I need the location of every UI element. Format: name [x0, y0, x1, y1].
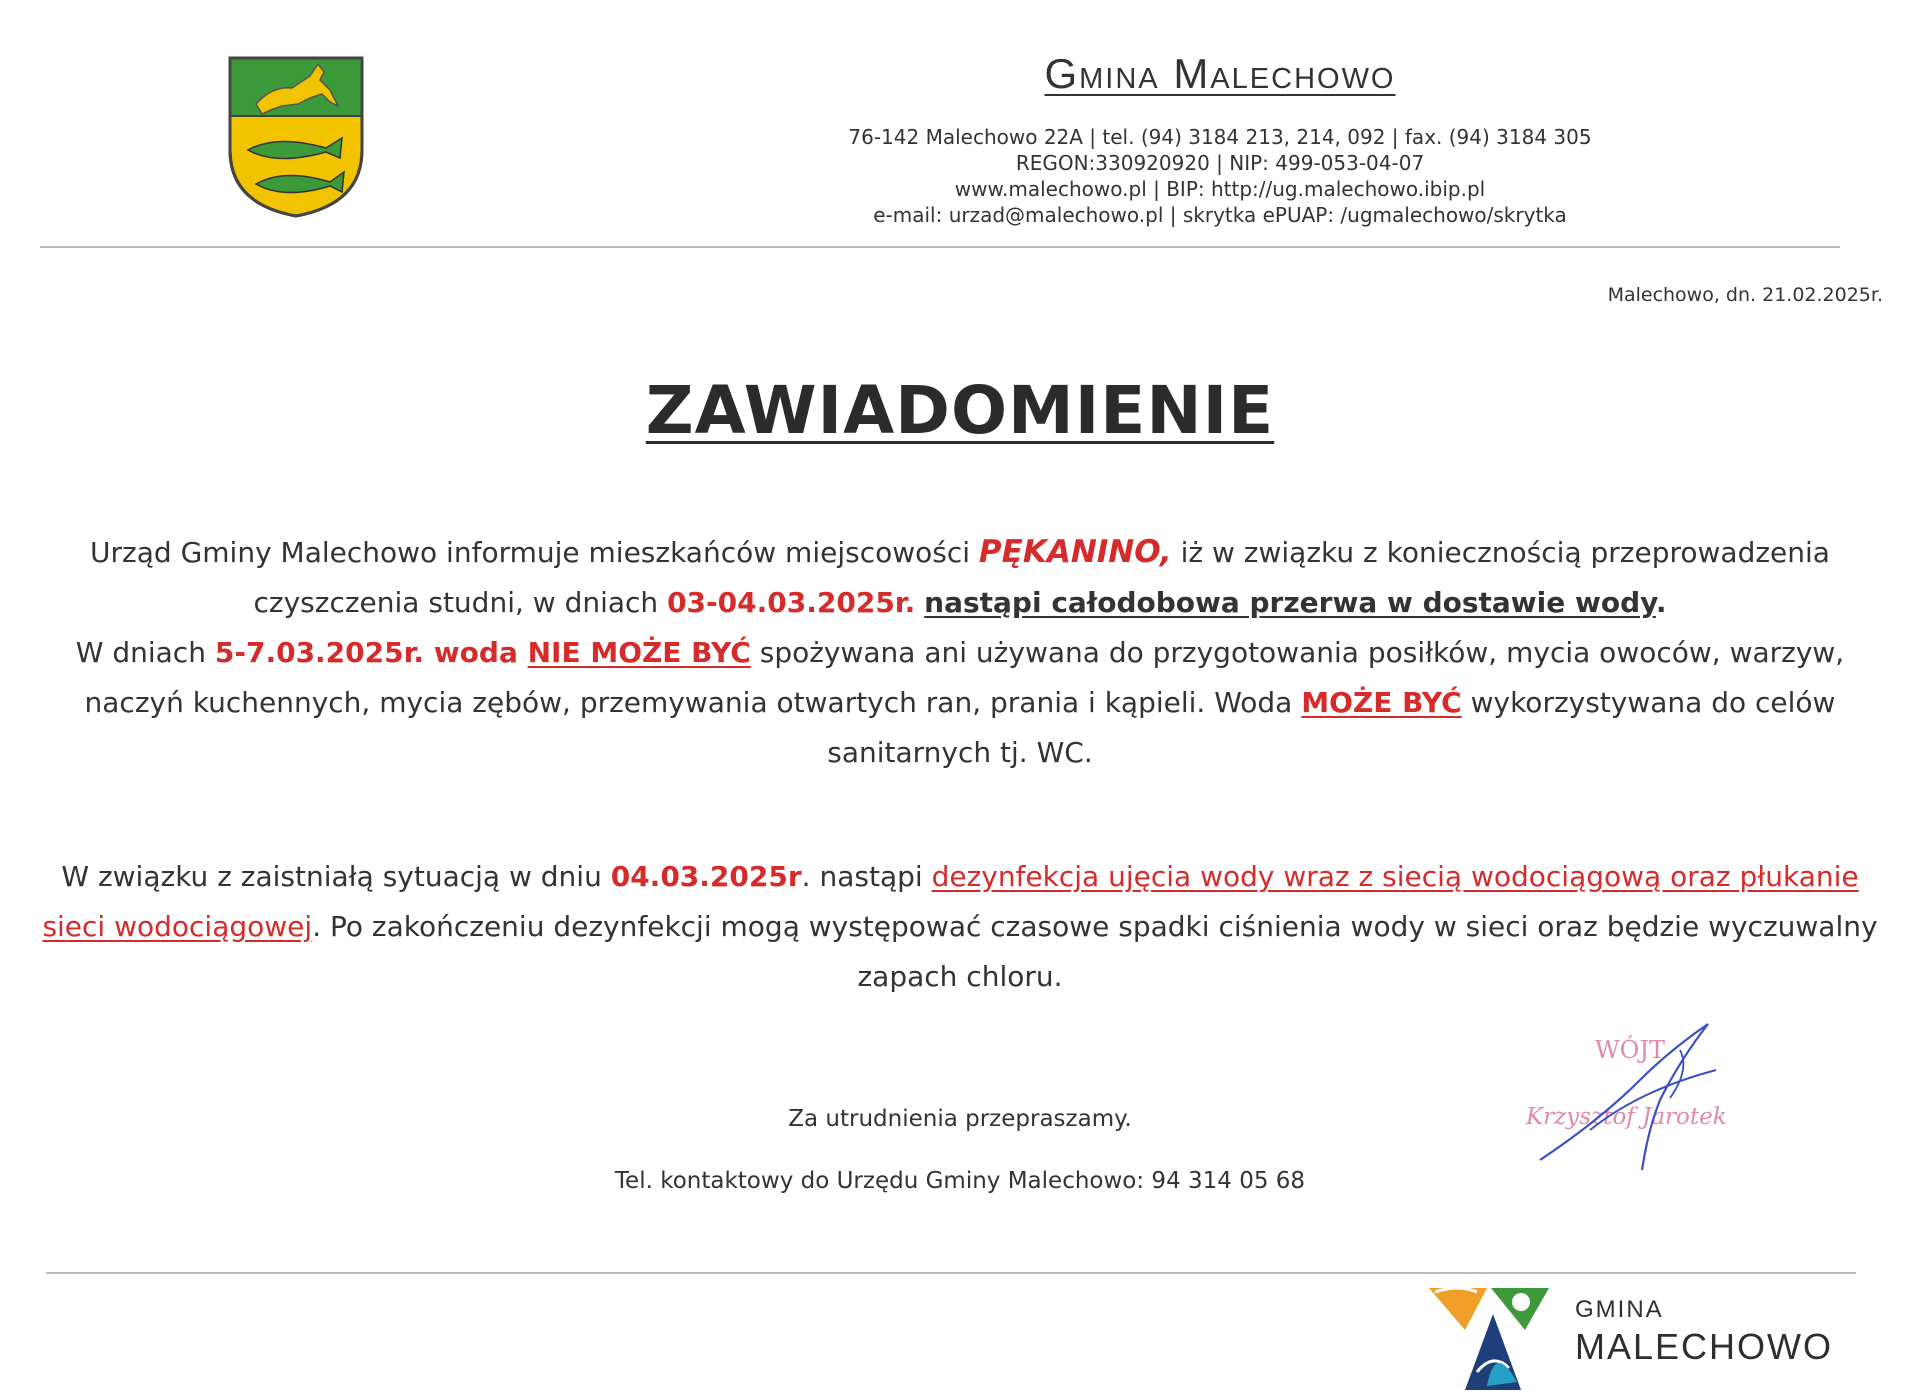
- p1-text-5: W dniach: [75, 636, 215, 669]
- disinfection-notice: dezynfekcja ujęcia wody wraz z siecią wodociągową oraz płukanie sieci wodociągowej: [42, 860, 1859, 943]
- contact-phone: Tel. kontaktowy do Urzędu Gminy Malechowo: 94 314 05 68: [614, 1168, 1306, 1194]
- interruption-notice: nastąpi całodobowa przerwa w dostawie wody: [924, 586, 1656, 619]
- handwritten-signature: [1530, 1010, 1730, 1180]
- notice-paragraph-2: [40, 852, 1880, 1002]
- p1-text-2: iż w związku z koniecznością przeprowadzenia czyszczenia studni, w dniach: [253, 536, 1830, 619]
- p2-text-2: . nastąpi: [801, 860, 932, 893]
- document-title: ZAWIADOMIENIE: [645, 372, 1275, 449]
- letterhead: [740, 50, 1700, 228]
- document-title-wrap: [0, 372, 1920, 449]
- footer-logo-text: [1575, 1296, 1833, 1368]
- notice-paragraph-1: [40, 527, 1880, 778]
- apology-text: Za utrudnienia przepraszamy.: [788, 1106, 1132, 1132]
- cannot-be-used: NIE MOŻE BYĆ: [527, 636, 751, 669]
- contact-block: [740, 124, 1700, 228]
- p1-text-7: wykorzystywana do celów sanitarnych tj. WC.: [827, 686, 1836, 769]
- footer-divider: [46, 1272, 1856, 1274]
- restriction-dates: 5-7.03.2025r. woda: [214, 636, 528, 669]
- p2-text-3: . Po zakończeniu dezynfekcji mogą występować czasowe spadki ciśnienia wody w sieci oraz będzie wyczuwalny zapach chloru.: [312, 910, 1878, 993]
- contact-email-line: e-mail: urzad@malechowo.pl | skrytka ePUAP: /ugmalechowo/skrytka: [873, 203, 1567, 227]
- document-date: Malechowo, dn. 21.02.2025r.: [1607, 284, 1883, 306]
- contact-web-line: www.malechowo.pl | BIP: http://ug.malechowo.ibip.pl: [954, 177, 1486, 201]
- coat-of-arms-logo: [226, 54, 366, 220]
- footer-logo-line2: MALECHOWO: [1575, 1326, 1834, 1367]
- p1-text-3: [915, 586, 924, 619]
- p1-text-1: Urząd Gminy Malechowo informuje mieszkańców miejscowości: [90, 536, 979, 569]
- org-name: Gmina Malechowo: [1044, 50, 1396, 97]
- header-divider: [40, 246, 1840, 248]
- p1-text-4: .: [1655, 586, 1667, 619]
- contact-regon-line: REGON:330920920 | NIP: 499-053-04-07: [1015, 151, 1425, 175]
- interruption-dates: 03-04.03.2025r.: [667, 586, 916, 619]
- p1-text-6: spożywana ani używana do przygotowania posiłków, mycia owoców, warzyw, naczyń kuchennych, mycia zębów, przemywania otwartych ran, prania i kąpieli. Woda: [84, 636, 1845, 719]
- disinfection-date: 04.03.2025r: [610, 860, 802, 893]
- gmina-malechowo-logo-icon: [1425, 1282, 1555, 1392]
- contact-address-line: 76-142 Malechowo 22A | tel. (94) 3184 213, 214, 092 | fax. (94) 3184 305: [848, 125, 1592, 149]
- can-be-used: MOŻE BYĆ: [1301, 686, 1462, 719]
- p2-text-1: W związku z zaistniałą sytuacją w dniu: [61, 860, 611, 893]
- stamp-title: WÓJT: [1595, 1036, 1665, 1064]
- village-name: PĘKANINO,: [978, 534, 1172, 570]
- footer-logo-line1: GMINA: [1575, 1296, 1664, 1323]
- stamp-name: Krzysztof Jarotek: [1526, 1104, 1727, 1130]
